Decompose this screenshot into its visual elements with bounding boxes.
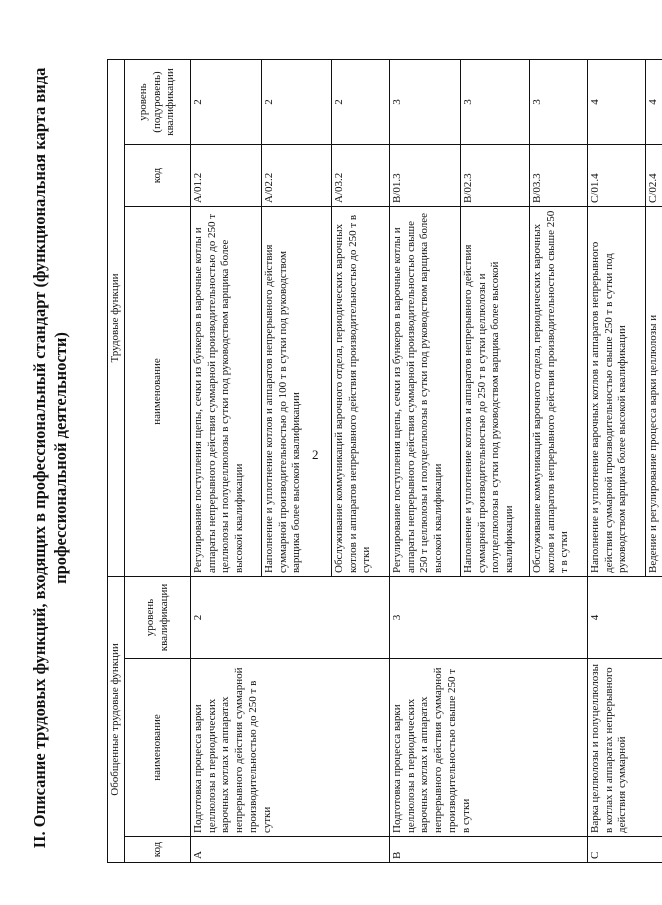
function-level: 3: [461, 60, 530, 145]
table-row: [390, 60, 461, 863]
group-level: 4: [588, 577, 662, 659]
group-name: Подготовка процесса варки целлюлозы в периодических варочных котлах и аппаратах непрерывного действия суммарной производительностью до 250 т в сутки: [191, 659, 390, 837]
function-code: B/01.3: [390, 145, 461, 207]
function-code: A/03.2: [332, 145, 390, 207]
function-level: 4: [646, 60, 662, 145]
function-level: 4: [588, 60, 646, 145]
function-level: 2: [191, 60, 262, 145]
table-row: [588, 60, 646, 863]
function-name: Обслуживание коммуникаций варочного отдела, периодических варочных котлов и аппаратов непрерывного действия производительностью до 250 т в сутки: [332, 207, 390, 577]
header-code: код: [125, 145, 191, 207]
header-name: наименование: [125, 207, 191, 577]
function-name: Наполнение и уплотнение котлов и аппаратов непрерывного действия суммарной производительностью до 250 т в сутки целлюлозы и полуцеллюлозы в сутки под руководством варщика более высокой квалификации: [461, 207, 530, 577]
group-name: Подготовка процесса варки целлюлозы в периодических варочных котлах и аппаратах непрерывного действия суммарной производительностью свыше 250 т в сутки: [390, 659, 588, 837]
function-code: C/02.4: [646, 145, 662, 207]
rotated-page: [25, 48, 659, 868]
group-code: B: [390, 837, 588, 863]
header-name: наименование: [125, 659, 191, 837]
header-labor-functions: Трудовые функции: [108, 60, 125, 577]
header-qual-level: уровень квалификации: [125, 577, 191, 659]
function-level: 3: [390, 60, 461, 145]
function-name: Ведение и регулирование процесса варки целлюлозы и: [646, 207, 662, 577]
function-name: Наполнение и уплотнение варочных котлов и аппаратов непрерывного действия суммарной производительностью свыше 250 т в сутки под руководством варщика более высокой квалификации: [588, 207, 646, 577]
header-sub-level: уровень (подуровень) квалификации: [125, 60, 191, 145]
group-level: 2: [191, 577, 390, 659]
page-number: 2: [312, 447, 319, 462]
header-generalized-functions: Обобщенные трудовые функции: [108, 577, 125, 863]
functional-map-table: [107, 59, 662, 863]
function-code: B/02.3: [461, 145, 530, 207]
function-code: C/01.4: [588, 145, 646, 207]
function-code: A/01.2: [191, 145, 262, 207]
group-code: C: [588, 837, 662, 863]
function-level: 2: [332, 60, 390, 145]
function-name: Регулирование поступления щепы, сечки из бункеров в варочные котлы и аппараты непрерывного действия суммарной производительностью свыше 250 т целлюлозы и полуцеллюлозы в сутки под руководством варщика более высокой квалификации: [390, 207, 461, 577]
header-code: код: [125, 837, 191, 863]
function-code: A/02.2: [262, 145, 332, 207]
group-code: A: [191, 837, 390, 863]
section-title: II. Описание трудовых функций, входящих в профессиональный стандарт (функциональная карта вида профессиональной деятельности): [30, 67, 70, 849]
function-level: 3: [530, 60, 588, 145]
function-code: B/03.3: [530, 145, 588, 207]
function-level: 2: [262, 60, 332, 145]
group-name: Варка целлюлозы и полуцеллюлозы в котлах и аппаратах непрерывного действия суммарной: [588, 659, 662, 837]
function-name: Наполнение и уплотнение котлов и аппаратов непрерывного действия суммарной производительностью до 100 т в сутки под руководством варщика более высокой квалификации: [262, 207, 332, 577]
function-name: Регулирование поступления щепы, сечки из бункеров в варочные котлы и аппараты непрерывного действия суммарной производительностью до 250 т целлюлозы и полуцеллюлозы в сутки под руководством варщика более высокой квалификации: [191, 207, 262, 577]
table-row: [191, 60, 262, 863]
group-level: 3: [390, 577, 588, 659]
function-name: Обслуживание коммуникаций варочного отдела, периодических варочных котлов и аппаратов непрерывного действия производительностью свыше 250 т в сутки: [530, 207, 588, 577]
